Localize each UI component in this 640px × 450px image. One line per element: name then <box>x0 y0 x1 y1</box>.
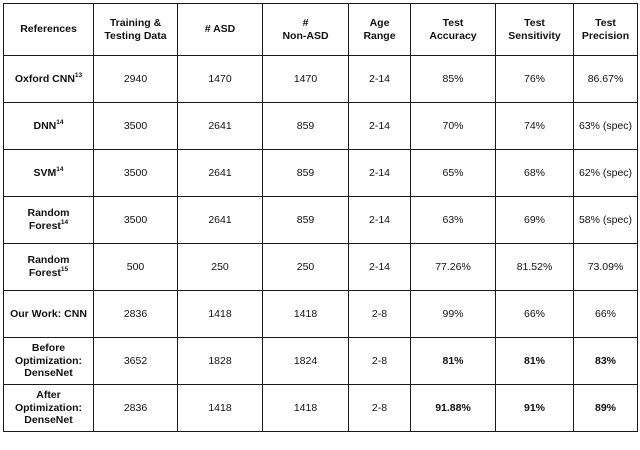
cell-test-accuracy: 99% <box>411 291 496 338</box>
cell-reference: Our Work: CNN <box>4 291 94 338</box>
cell-test-sensitivity: 81% <box>496 338 574 385</box>
cell-training-testing-data: 3500 <box>94 103 178 150</box>
cell-test-precision: 62% (spec) <box>574 150 638 197</box>
table-row <box>4 244 638 291</box>
cell-non-asd: 859 <box>263 197 349 244</box>
results-table-body <box>4 56 638 432</box>
citation-superscript: 14 <box>56 118 64 126</box>
cell-non-asd: 1418 <box>263 291 349 338</box>
citation-superscript: 13 <box>74 71 83 79</box>
cell-asd: 1418 <box>178 385 263 432</box>
header-age-range: Age Range <box>349 4 411 56</box>
cell-reference: DNN$^{14}$ <box>4 103 94 150</box>
table-row <box>4 56 638 103</box>
cell-training-testing-data: 2940 <box>94 56 178 103</box>
header-test-sensitivity: Test Sensitivity <box>496 4 574 56</box>
cell-age-range: 2-14 <box>349 56 411 103</box>
cell-test-accuracy: 85% <box>411 56 496 103</box>
cell-reference: SVM$^{14}$ <box>4 150 94 197</box>
header-row <box>4 4 638 56</box>
table-row <box>4 291 638 338</box>
citation-superscript: 14 <box>60 219 69 226</box>
cell-asd: 1418 <box>178 291 263 338</box>
cell-test-accuracy: 70% <box>411 103 496 150</box>
citation-superscript: 15 <box>60 266 69 273</box>
header-test-accuracy: Test Accuracy <box>411 4 496 56</box>
results-table-container <box>3 3 638 432</box>
header-asd: # ASD <box>178 4 263 56</box>
cell-test-precision: 89% <box>574 385 638 432</box>
cell-test-precision: 63% (spec) <box>574 103 638 150</box>
cell-age-range: 2-14 <box>349 150 411 197</box>
cell-non-asd: 1470 <box>263 56 349 103</box>
cell-age-range: 2-14 <box>349 197 411 244</box>
cell-reference: Random Forest$^{14}$ <box>4 197 94 244</box>
cell-test-sensitivity: 69% <box>496 197 574 244</box>
cell-asd: 2641 <box>178 150 263 197</box>
table-row <box>4 150 638 197</box>
cell-test-precision: 86.67% <box>574 56 638 103</box>
cell-non-asd: 1418 <box>263 385 349 432</box>
cell-asd: 2641 <box>178 103 263 150</box>
cell-test-sensitivity: 68% <box>496 150 574 197</box>
cell-reference: Random Forest$^{15}$ <box>4 244 94 291</box>
header-non-asd: # Non-ASD <box>263 4 349 56</box>
cell-age-range: 2-14 <box>349 103 411 150</box>
cell-test-sensitivity: 81.52% <box>496 244 574 291</box>
cell-test-accuracy: 81% <box>411 338 496 385</box>
cell-test-accuracy: 91.88% <box>411 385 496 432</box>
cell-non-asd: 859 <box>263 103 349 150</box>
cell-training-testing-data: 3500 <box>94 197 178 244</box>
citation-superscript: 14 <box>56 165 64 173</box>
cell-test-sensitivity: 76% <box>496 56 574 103</box>
cell-non-asd: 859 <box>263 150 349 197</box>
cell-test-precision: 58% (spec) <box>574 197 638 244</box>
cell-asd: 1828 <box>178 338 263 385</box>
cell-test-accuracy: 65% <box>411 150 496 197</box>
table-row <box>4 338 638 385</box>
cell-test-accuracy: 77.26% <box>411 244 496 291</box>
cell-training-testing-data: 500 <box>94 244 178 291</box>
cell-test-precision: 83% <box>574 338 638 385</box>
header-test-precision: Test Precision <box>574 4 638 56</box>
cell-training-testing-data: 3500 <box>94 150 178 197</box>
table-row <box>4 103 638 150</box>
cell-test-precision: 73.09% <box>574 244 638 291</box>
cell-age-range: 2-8 <box>349 291 411 338</box>
cell-test-sensitivity: 91% <box>496 385 574 432</box>
cell-reference: Oxford CNN$^{13}$ <box>4 56 94 103</box>
cell-test-sensitivity: 66% <box>496 291 574 338</box>
cell-age-range: 2-8 <box>349 385 411 432</box>
cell-asd: 2641 <box>178 197 263 244</box>
header-references: References <box>4 4 94 56</box>
cell-asd: 250 <box>178 244 263 291</box>
cell-training-testing-data: 2836 <box>94 291 178 338</box>
cell-non-asd: 250 <box>263 244 349 291</box>
cell-test-sensitivity: 74% <box>496 103 574 150</box>
header-training-testing-data: Training & Testing Data <box>94 4 178 56</box>
cell-reference: Before Optimization: DenseNet <box>4 338 94 385</box>
cell-age-range: 2-14 <box>349 244 411 291</box>
table-row <box>4 197 638 244</box>
cell-test-precision: 66% <box>574 291 638 338</box>
cell-non-asd: 1824 <box>263 338 349 385</box>
results-table <box>3 3 638 432</box>
cell-training-testing-data: 3652 <box>94 338 178 385</box>
cell-asd: 1470 <box>178 56 263 103</box>
cell-reference: After Optimization: DenseNet <box>4 385 94 432</box>
cell-test-accuracy: 63% <box>411 197 496 244</box>
cell-training-testing-data: 2836 <box>94 385 178 432</box>
table-row <box>4 385 638 432</box>
cell-age-range: 2-8 <box>349 338 411 385</box>
